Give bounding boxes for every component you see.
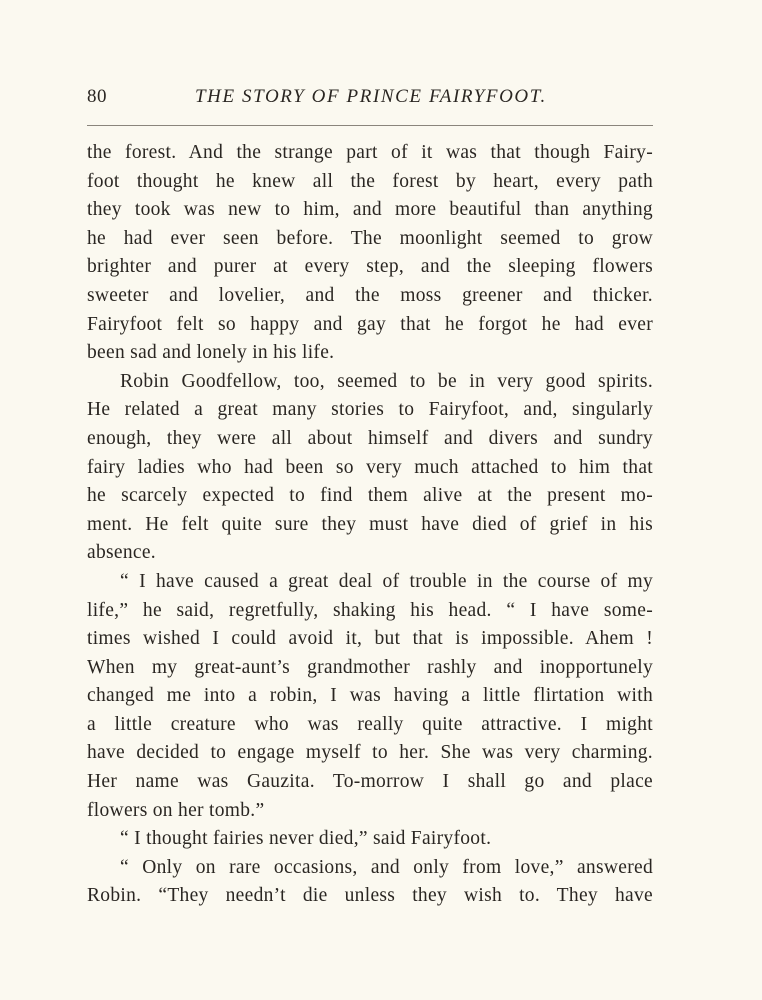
text-line: a little creature who was really quite attractive. I might: [87, 713, 653, 735]
header-rule: [87, 125, 653, 126]
text-line: flowers on her tomb.”: [87, 799, 265, 821]
text-line: enough, they were all about himself and divers and sundry: [87, 427, 653, 449]
page-header: [87, 82, 653, 114]
text-line: been sad and lonely in his life.: [87, 342, 335, 364]
page-number: 80: [87, 86, 107, 107]
text-line: brighter and purer at every step, and the sleeping flowers: [87, 256, 653, 278]
text-line: Robin. “They needn’t die unless they wish to. They have: [87, 885, 653, 907]
text-line: he scarcely expected to find them alive at the present mo-: [87, 485, 653, 507]
text-line: sweeter and lovelier, and the moss greener and thicker.: [87, 284, 653, 306]
text-line: Her name was Gauzita. To-morrow I shall go and place: [87, 771, 653, 793]
text-line: times wished I could avoid it, but that is impossible. Ahem !: [87, 628, 653, 650]
text-line: the forest. And the strange part of it was that though Fairy-: [87, 142, 653, 163]
text-line: have decided to engage myself to her. She was very charming.: [87, 742, 653, 764]
text-line: life,” he said, regretfully, shaking his head. “ I have some-: [87, 599, 653, 621]
text-line: Robin Goodfellow, too, seemed to be in very good spirits.: [120, 370, 653, 392]
text-line: fairy ladies who had been so very much attached to him that: [87, 456, 653, 478]
text-line: foot thought he knew all the forest by heart, every path: [87, 170, 653, 192]
text-line: “ I have caused a great deal of trouble in the course of my: [120, 570, 653, 592]
text-line: they took was new to him, and more beautiful than anything: [87, 199, 653, 221]
text-line: absence.: [87, 542, 156, 564]
text-line: When my great-aunt’s grandmother rashly and inopportunely: [87, 656, 653, 678]
text-line: ment. He felt quite sure they must have died of grief in his: [87, 513, 653, 535]
book-page: [87, 82, 653, 907]
text-line: “ I thought fairies never died,” said Fairyfoot.: [120, 828, 492, 850]
text-line: he had ever seen before. The moonlight seemed to grow: [87, 227, 653, 249]
text-line: “ Only on rare occasions, and only from love,” answered: [120, 856, 653, 878]
text-line: He related a great many stories to Fairyfoot, and, singularly: [87, 399, 653, 421]
running-title: THE STORY OF PRINCE FAIRYFOOT.: [195, 86, 547, 107]
text-line: changed me into a robin, I was having a little flirtation with: [87, 685, 653, 707]
text-line: Fairyfoot felt so happy and gay that he forgot he had ever: [87, 313, 653, 335]
body-text: [87, 139, 653, 911]
